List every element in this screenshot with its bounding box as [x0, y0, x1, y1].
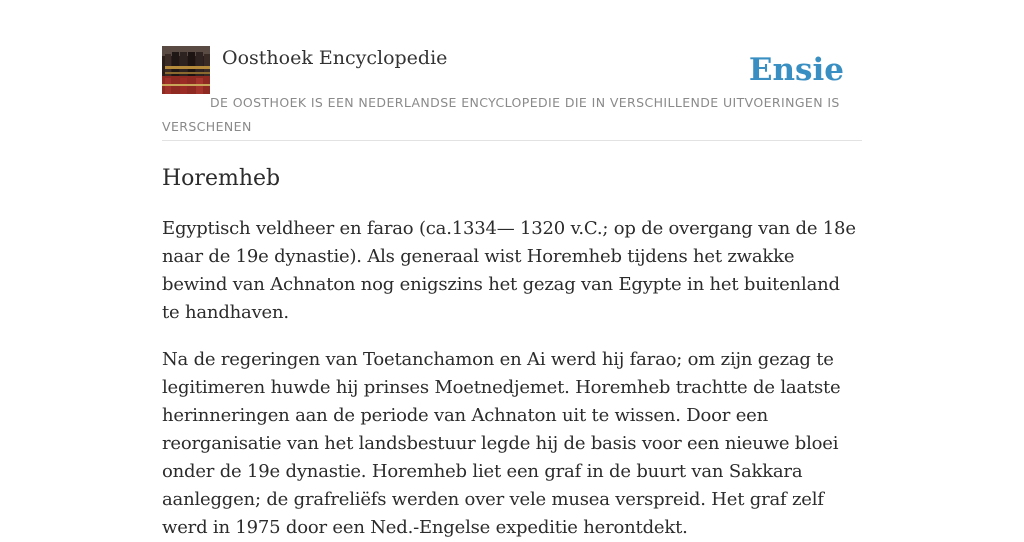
- article: [162, 160, 862, 542]
- article-title: Horemheb: [162, 166, 281, 191]
- source-title[interactable]: Oosthoek Encyclopedie: [222, 47, 448, 69]
- source-header: [162, 46, 862, 141]
- article-paragraph: Na de regeringen van Toetanchamon en Ai werd hij farao; om zijn gezag te legitimeren huwde hij prinses Moetnedjemet. Horemheb trachtte de laatste herinneringen aan de periode van Achnaton uit te wissen. Door een reorganisatie van het landsbestuur legde hij de basis voor een nieuwe bloei onder de 19e dynastie. Horemheb liet een graf in de buurt van Sakkara aanleggen; de grafreliëfs werden over vele musea verspreid. Het graf zelf werd in 1975 door een Ned.-Engelse expeditie herontdekt.: [162, 349, 841, 538]
- source-tagline: DE OOSTHOEK IS EEN NEDERLANDSE ENCYCLOPEDIE DIE IN VERSCHILLENDE UITVOERINGEN IS VERSCHENEN: [162, 95, 840, 134]
- encyclopedia-books-icon[interactable]: [162, 46, 210, 94]
- brand-logo[interactable]: Ensie: [748, 52, 844, 88]
- article-paragraph: Egyptisch veldheer en farao (ca.1334— 1320 v.C.; op de overgang van de 18e naar de 19e dynastie). Als generaal wist Horemheb tijdens het zwakke bewind van Achnaton nog enigszins het gezag van Egypte in het buitenland te handhaven.: [162, 218, 856, 323]
